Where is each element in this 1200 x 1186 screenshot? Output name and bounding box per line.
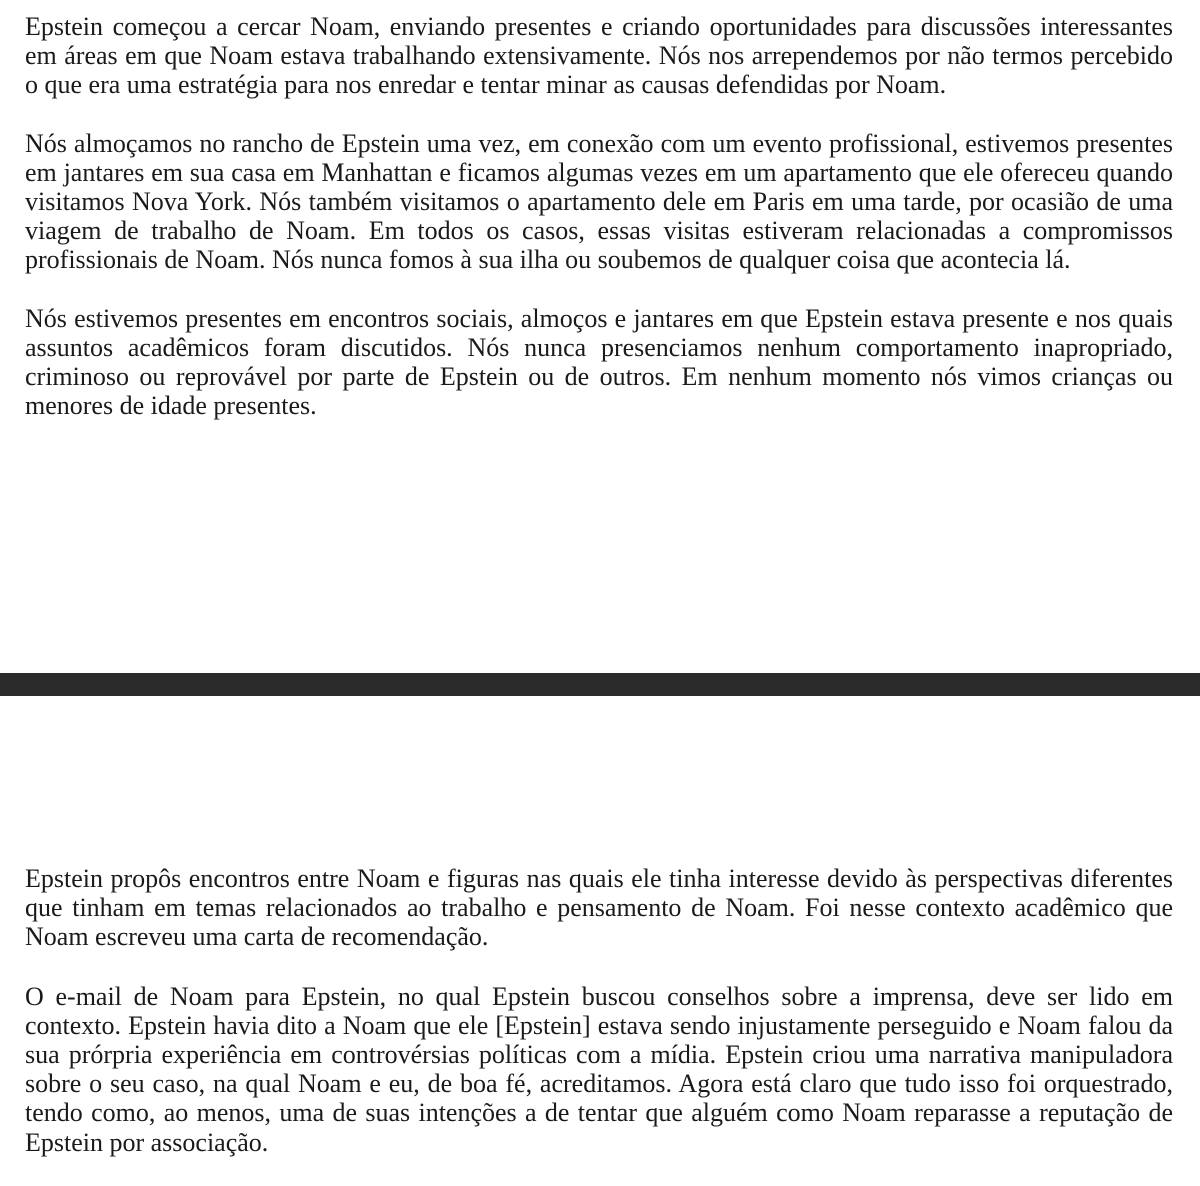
- paragraph-social-gatherings: Nós estivemos presentes em encontros sociais, almoços e jantares em que Epstein estava presente e nos quais assuntos acadêmicos foram discutidos. Nós nunca presenciamos nenhum comportamento inapropriado, criminoso ou reprovável por parte de Epstein ou de outros. Em nenhum momento nós vimos crianças ou menores de idade presentes.: [25, 303, 1173, 421]
- paragraph-gifts: Epstein começou a cercar Noam, enviando presentes e criando oportunidades para discussões interessantes em áreas em que Noam estava trabalhando extensivamente. Nós nos arrependemos por não termos percebido o que era uma estratégia para nos enredar e tentar minar as causas defendidas por Noam.: [25, 12, 1173, 100]
- page-divider: [0, 673, 1200, 696]
- document-page-top: [0, 12, 1200, 420]
- document-page-bottom: [0, 864, 1200, 1157]
- paragraph-meetings: Epstein propôs encontros entre Noam e figuras nas quais ele tinha interesse devido às perspectivas diferentes que tinham em temas relacionados ao trabalho e pensamento de Noam. Foi nesse contexto acadêmico que Noam escreveu uma carta de recomendação.: [25, 864, 1173, 952]
- paragraph-visits: Nós almoçamos no rancho de Epstein uma vez, em conexão com um evento profissional, estivemos presentes em jantares em sua casa em Manhattan e ficamos algumas vezes em um apartamento que ele ofereceu quando visitamos Nova York. Nós também visitamos o apartamento dele em Paris em uma tarde, por ocasião de uma viagem de trabalho de Noam. Em todos os casos, essas visitas estiveram relacionadas a compromissos profissionais de Noam. Nós nunca fomos à sua ilha ou soubemos de qualquer coisa que acontecia lá.: [25, 128, 1173, 275]
- paragraph-email-context: O e-mail de Noam para Epstein, no qual Epstein buscou conselhos sobre a imprensa, deve ser lido em contexto. Epstein havia dito a Noam que ele [Epstein] estava sendo injustamente perseguido e Noam falou da sua prórpria experiência em controvérsias políticas com a mídia. Epstein criou uma narrativa manipuladora sobre o seu caso, na qual Noam e eu, de boa fé, acreditamos. Agora está claro que tudo isso foi orquestrado, tendo como, ao menos, uma de suas intenções a de tentar que alguém como Noam reparasse a reputação de Epstein por associação.: [25, 981, 1173, 1157]
